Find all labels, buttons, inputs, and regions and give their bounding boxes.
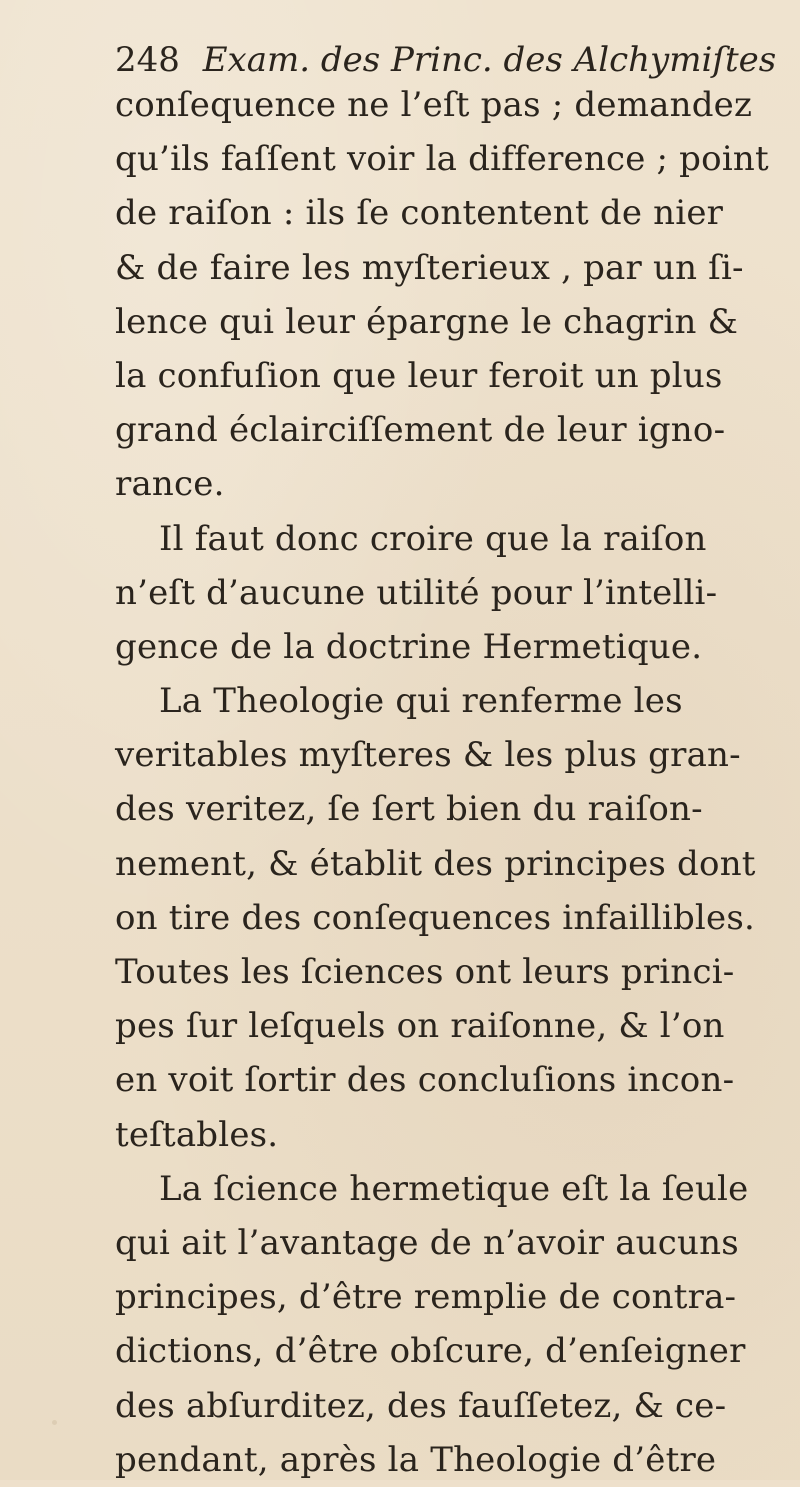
text-line: teſtables. [115,1114,279,1155]
text-line: veritables myſteres & les plus gran- [115,735,741,776]
text-line: des veritez, ſe ſert bien du raiſon- [115,789,703,830]
text-line: qu’ils faſſent voir la difference ; point [115,139,769,180]
text-line: nement, & établit des principes dont [115,843,756,884]
text-line: Il faut donc croire que la raiſon [159,518,707,559]
running-title: Exam. des Princ. des Alchymiſtes [202,40,777,80]
text-line: on tire des conſequences infaillibles. [115,897,755,938]
text-line: des abſurditez, des fauſſetez, & ce- [115,1385,727,1426]
running-head [115,36,777,84]
text-line: La ſcience hermetique eſt la ſeule [159,1168,749,1209]
text-line: principes, d’être remplie de contra- [115,1277,737,1318]
text-line: grand éclairciſſement de leur igno- [115,410,726,451]
text-line: Toutes les ſciences ont leurs princi- [115,952,735,992]
text-line: & de faire les myſterieux , par un ſi- [115,247,744,288]
text-line: dictions, d’être obſcure, d’enſeigner [115,1331,746,1372]
text-line: la confuſion que leur feroit un plus [115,355,723,396]
text-line: pes ſur leſquels on raiſonne, & l’on [115,1006,725,1047]
body-text [115,78,780,1487]
text-line: gence de la doctrine Hermetique. [115,626,703,667]
text-line: pendant, après la Theologie d’être [115,1439,717,1480]
text-line: rance. [115,464,225,505]
text-line: La Theologie qui renferme les [159,681,683,722]
text-line: n’eſt d’aucune utilité pour l’intelli- [115,572,718,613]
paper-spot [52,1420,57,1425]
text-line: conſequence ne l’eſt pas ; demandez [115,85,753,125]
text-line: qui ait l’avantage de n’avoir aucuns [115,1222,739,1263]
text-line: en voit ſortir des concluſions incon- [115,1060,735,1101]
page-number: 248 [115,40,180,80]
text-line: de raiſon : ils ſe contentent de nier [115,193,724,234]
text-line: lence qui leur épargne le chagrin & [115,301,739,342]
